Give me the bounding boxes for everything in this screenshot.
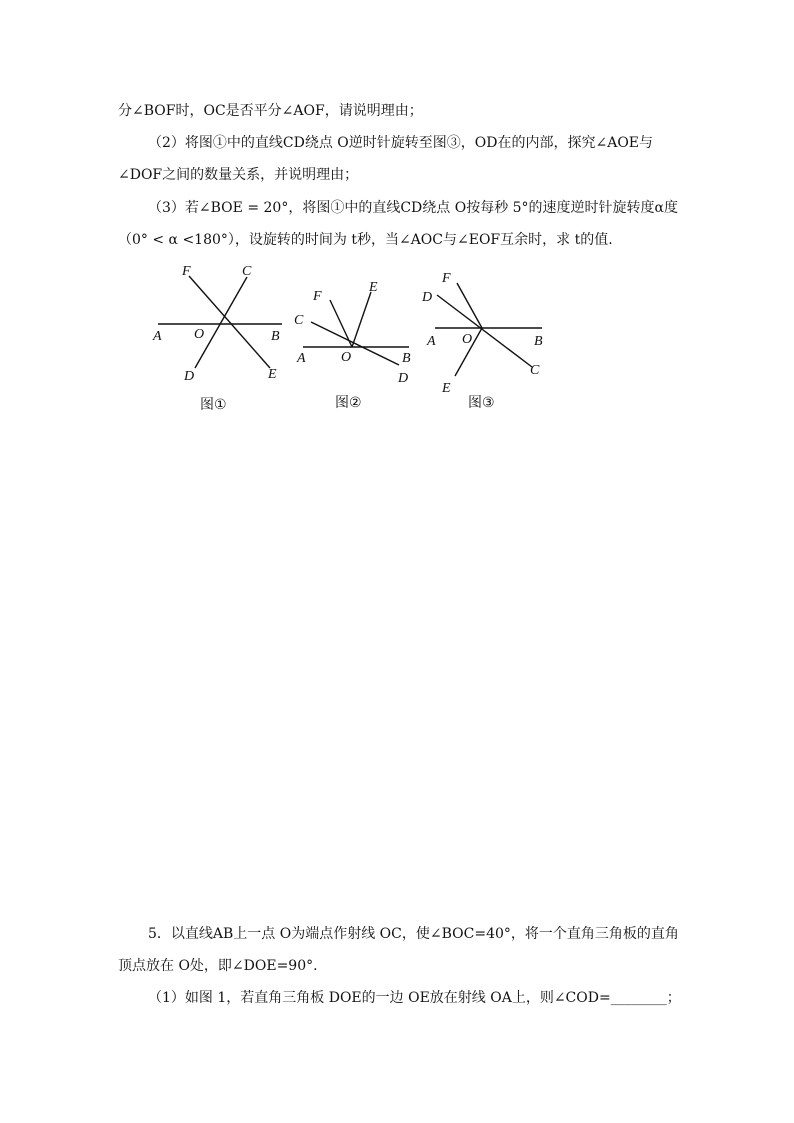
fig1-label-c: C — [242, 264, 252, 279]
fig3-label-e: E — [442, 381, 451, 396]
q4-line-5: （0° < α <180°），设旋转的时间为 t秒，当∠AOC与∠EOF互余时，求 t的值. — [118, 232, 613, 248]
fig2-label-b: B — [402, 351, 411, 366]
fig2-line-cd — [311, 322, 399, 365]
q5-line-3: （1）如图 1，若直角三角板 DOE的一边 OE放在射线 OA上，则∠COD=________； — [148, 990, 681, 1006]
fig3-label-f: F — [442, 271, 451, 286]
fig3-line-dc — [437, 295, 532, 367]
fig1-caption: 图① — [200, 397, 227, 413]
fig3-label-b: B — [534, 334, 543, 349]
fig2-caption: 图② — [335, 395, 362, 411]
q5-line-2: 顶点放在 O处，即∠DOE=90°. — [118, 958, 318, 974]
fig2-label-d: D — [398, 371, 409, 386]
fig1-label-o: O — [194, 327, 205, 342]
fig1-label-d: D — [184, 369, 195, 384]
figure-3 — [420, 266, 560, 396]
fig3-label-c: C — [530, 363, 540, 378]
fig1-line-fe — [189, 276, 270, 368]
fig2-label-f: F — [313, 289, 322, 304]
fig1-label-a: A — [153, 329, 162, 344]
q4-line-1: 分∠BOF时，OC是否平分∠AOF，请说明理由； — [118, 103, 423, 119]
q5-line-1: 5．以直线AB上一点 O为端点作射线 OC，使∠BOC=40°，将一个直角三角板的直角 — [148, 926, 679, 942]
figure-1 — [145, 258, 295, 388]
figure-2 — [287, 275, 422, 390]
fig2-label-o: O — [341, 350, 352, 365]
q4-line-2: （2）将图①中的直线CD绕点 O逆时针旋转至图③，OD在的内部，探究∠AOE与 — [148, 135, 654, 151]
fig1-label-f: F — [182, 264, 191, 279]
fig1-label-b: B — [271, 329, 280, 344]
q4-line-4: （3）若∠BOE = 20°，将图①中的直线CD绕点 O按每秒 5°的速度逆时针旋转度α度 — [148, 200, 679, 216]
fig2-label-a: A — [297, 351, 306, 366]
q4-line-3: ∠DOF之间的数量关系，并说明理由； — [118, 167, 359, 183]
fig2-ray-oe — [352, 292, 371, 347]
fig3-label-d: D — [422, 290, 433, 305]
fig2-label-c: C — [294, 313, 304, 328]
fig2-ray-of — [330, 300, 352, 347]
fig3-caption: 图③ — [468, 395, 495, 411]
fig2-label-e: E — [369, 280, 378, 295]
fig1-label-e: E — [268, 367, 277, 382]
fig3-label-o: O — [462, 332, 473, 347]
fig3-label-a: A — [427, 334, 436, 349]
fig3-ray-of — [457, 283, 482, 328]
